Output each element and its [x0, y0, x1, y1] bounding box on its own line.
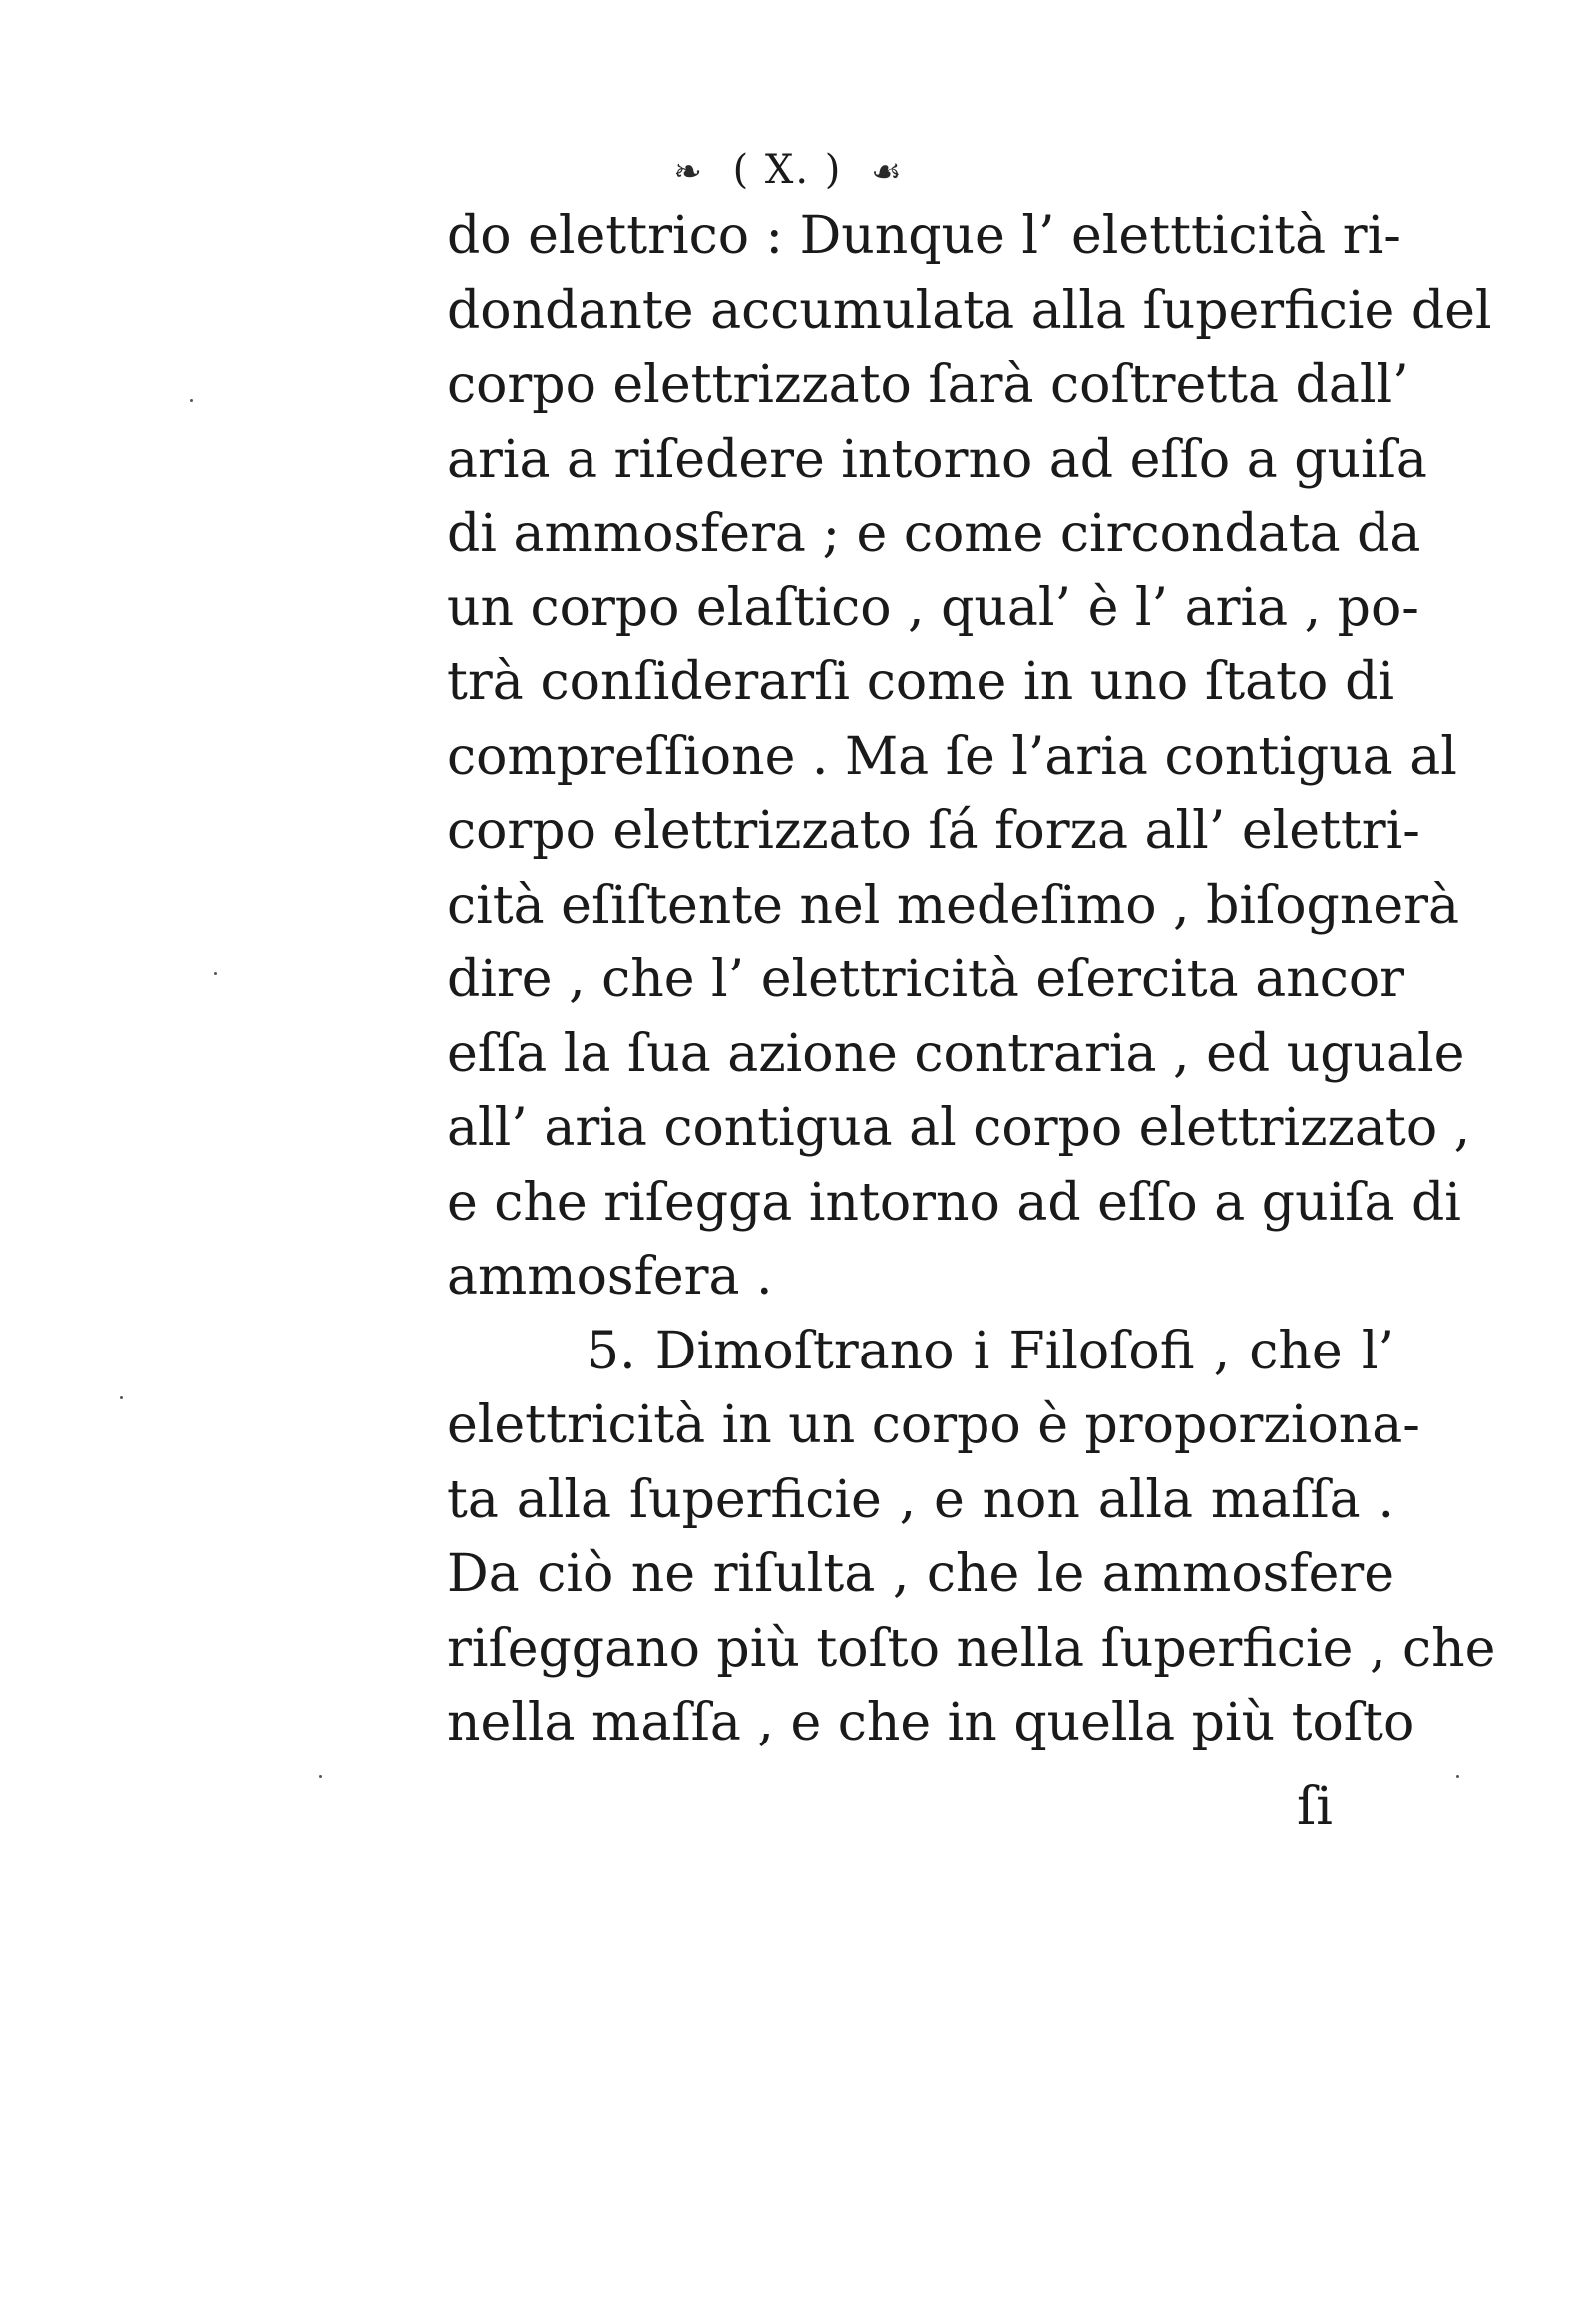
text-line: elettricità in un corpo è proporziona-	[447, 1395, 1420, 1455]
text-line: di ammosfera ; e come circondata da	[447, 504, 1421, 564]
text-line: compreſſione . Ma ſe l’aria contigua al	[447, 726, 1457, 787]
text-line: dire , che l’ elettricità eſercita ancor	[447, 950, 1404, 1009]
right-fleuron-icon: ☙	[871, 152, 904, 192]
text-line: nella maſſa , e che in quella più toſto	[447, 1693, 1415, 1752]
text-line: corpo elettrizzato ſá forza all’ elettri-	[447, 801, 1420, 861]
text-line: eſſa la ſua azione contraria , ed uguale	[447, 1023, 1465, 1084]
text-line: cità eſiſtente nel medeſimo , biſognerà	[447, 875, 1459, 936]
text-line: trà conſiderarſi come in uno ſtato di	[447, 652, 1394, 712]
page-number: ( X. )	[732, 147, 843, 193]
text-line: dondante accumulata alla ſuperficie del	[447, 280, 1492, 341]
text-line: do elettrico : Dunque l’ elettticità ri-	[447, 206, 1401, 266]
text-line: riſeggano più toſto nella ſuperficie , che	[447, 1618, 1496, 1679]
text-line: all’ aria contigua al corpo elettrizzato ,	[447, 1098, 1471, 1158]
catchword: ſi	[1297, 1777, 1333, 1837]
paper-speck	[190, 399, 193, 402]
paper-speck	[120, 1396, 123, 1399]
text-line: ammosfera .	[447, 1247, 773, 1307]
paper-speck	[214, 972, 217, 975]
text-line: ta alla ſuperficie , e non alla maſſa .	[447, 1469, 1394, 1530]
paper-speck	[1456, 1775, 1459, 1778]
text-line: corpo elettrizzato ſarà coſtretta dall’	[447, 355, 1409, 415]
left-fleuron-icon: ❧	[673, 152, 704, 192]
paper-speck	[319, 1775, 322, 1778]
body-text	[447, 199, 1496, 1760]
text-line: e che riſegga intorno ad eſſo a guiſa di	[447, 1172, 1461, 1233]
text-line: aria a riſedere intorno ad eſſo a guiſa	[447, 429, 1427, 490]
text-line: un corpo elaſtico , qual’ è l’ aria , po-	[447, 578, 1419, 638]
text-line: 5. Dimoſtrano i Filoſofi , che l’	[587, 1321, 1394, 1381]
text-line: Da ciò ne riſulta , che le ammosfere	[447, 1544, 1394, 1604]
page-header	[0, 140, 1577, 199]
